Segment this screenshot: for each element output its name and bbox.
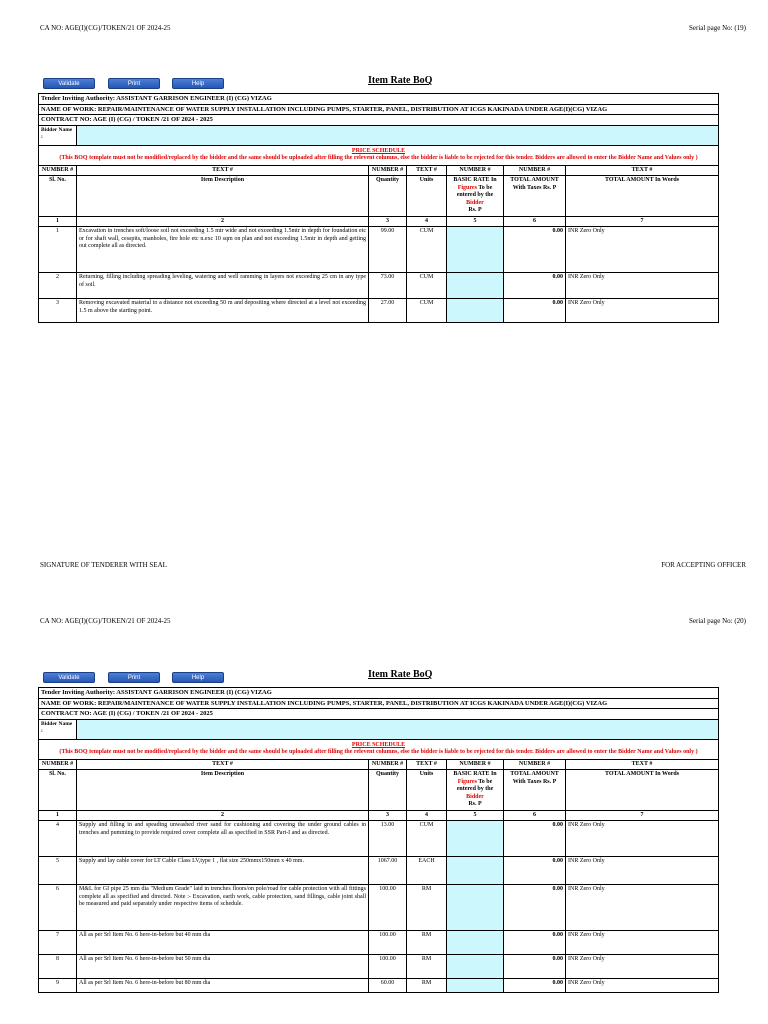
col-head-desc: Item Description xyxy=(77,176,369,217)
col-head-desc: Item Description xyxy=(77,770,369,811)
table-row xyxy=(39,979,719,993)
col-head-words: TOTAL AMOUNT In Words xyxy=(566,176,719,217)
item-number: 1 xyxy=(39,227,77,273)
col-head-words: TOTAL AMOUNT In Words xyxy=(566,770,719,811)
col-number: 2 xyxy=(77,216,369,227)
item-unit: RM xyxy=(407,979,447,993)
item-unit: RM xyxy=(407,931,447,955)
bidder-name-input[interactable] xyxy=(77,125,719,145)
table-row xyxy=(39,955,719,979)
item-number: 2 xyxy=(39,273,77,299)
item-amount-words: INR Zero Only xyxy=(566,227,719,273)
col-number: 1 xyxy=(39,216,77,227)
col-number: 7 xyxy=(566,216,719,227)
ca-number: CA NO: AGE(I)(CG)/TOKEN/21 OF 2024-25 xyxy=(40,617,171,625)
col-number: 3 xyxy=(369,216,407,227)
col-type: NUMBER # xyxy=(504,165,566,176)
col-type: NUMBER # xyxy=(447,165,504,176)
col-number: 6 xyxy=(504,216,566,227)
col-head-total: TOTAL AMOUNT With Taxes Rs. P xyxy=(504,176,566,217)
basic-rate-input[interactable] xyxy=(447,931,504,955)
table-row xyxy=(39,227,719,273)
item-unit: RM xyxy=(407,955,447,979)
tenderer-signature-label: SIGNATURE OF TENDERER WITH SEAL xyxy=(40,561,167,569)
item-unit: CUM xyxy=(407,821,447,857)
item-total: 0.00 xyxy=(504,979,566,993)
item-amount-words: INR Zero Only xyxy=(566,931,719,955)
item-number: 5 xyxy=(39,857,77,885)
item-total: 0.00 xyxy=(504,821,566,857)
item-total: 0.00 xyxy=(504,299,566,323)
basic-rate-input[interactable] xyxy=(447,955,504,979)
col-head-sl: Sl. No. xyxy=(39,770,77,811)
table-row xyxy=(39,885,719,931)
col-head-total: TOTAL AMOUNT With Taxes Rs. P xyxy=(504,770,566,811)
table-row xyxy=(39,299,719,323)
col-type: NUMBER # xyxy=(447,759,504,770)
col-type: TEXT # xyxy=(407,759,447,770)
col-head-qty: Quantity xyxy=(369,176,407,217)
item-quantity: 73.00 xyxy=(369,273,407,299)
item-quantity: 99.00 xyxy=(369,227,407,273)
table-row xyxy=(39,821,719,857)
item-amount-words: INR Zero Only xyxy=(566,299,719,323)
item-unit: RM xyxy=(407,885,447,931)
item-quantity: 60.00 xyxy=(369,979,407,993)
item-description: Returning, filling including spreading leveling, watering and well ramming in layers not exceeding 25 cm in any type of soil. xyxy=(77,273,369,299)
col-number: 2 xyxy=(77,810,369,821)
validate-button[interactable]: Validate xyxy=(43,672,95,683)
boq-title: Item Rate BoQ xyxy=(368,669,433,680)
bidder-name-label: Bidder Name : xyxy=(39,125,77,145)
boq-table xyxy=(38,93,719,323)
col-type: TEXT # xyxy=(566,759,719,770)
item-description: All as per Srl Item No. 6 here-in-before but 80 mm dia xyxy=(77,979,369,993)
table-row xyxy=(39,931,719,955)
basic-rate-input[interactable] xyxy=(447,979,504,993)
basic-rate-input[interactable] xyxy=(447,299,504,323)
basic-rate-input[interactable] xyxy=(447,885,504,931)
bidder-name-input[interactable] xyxy=(77,719,719,739)
help-button[interactable]: Help xyxy=(172,672,224,683)
item-quantity: 100.00 xyxy=(369,931,407,955)
item-quantity: 1067.00 xyxy=(369,857,407,885)
item-number: 4 xyxy=(39,821,77,857)
boq-title: Item Rate BoQ xyxy=(368,75,433,86)
bidder-name-label: Bidder Name : xyxy=(39,719,77,739)
col-head-rate: BASIC RATE In Figures To be entered by the Bidder Rs. P xyxy=(447,176,504,217)
col-type: NUMBER # xyxy=(369,759,407,770)
item-amount-words: INR Zero Only xyxy=(566,979,719,993)
col-type: NUMBER # xyxy=(39,165,77,176)
print-button[interactable]: Print xyxy=(108,78,160,89)
item-description: Removing excavated material to a distance not exceeding 50 m and depositing where directed at a level not exceeding 1.5 m above the starting point. xyxy=(77,299,369,323)
item-description: Excavation in trenches soft/loose soil not exceeding 1.5 mtr wide and not exceeding 1.5mtr in depth for foundation etc or for shaft wall, cesspits, manholes, fire hole etc n.exc 10 sqm on plan and not exceeding 1.5mtr in depth and getting out complete all as directed. xyxy=(77,227,369,273)
item-amount-words: INR Zero Only xyxy=(566,885,719,931)
col-type: TEXT # xyxy=(566,165,719,176)
item-total: 0.00 xyxy=(504,273,566,299)
col-number: 6 xyxy=(504,810,566,821)
col-number: 7 xyxy=(566,810,719,821)
item-total: 0.00 xyxy=(504,227,566,273)
item-total: 0.00 xyxy=(504,857,566,885)
col-head-rate: BASIC RATE In Figures To be entered by the Bidder Rs. P xyxy=(447,770,504,811)
col-type: NUMBER # xyxy=(369,165,407,176)
col-head-units: Units xyxy=(407,176,447,217)
item-description: M&L for GI pipe 25 mm dia "Medium Grade" laid in trenches floors/on pole/road for cable protection with all fittings complete all as specified and directed. Note :- Excavation, earth work, cable protection, sand fillings, cable joint shall be measured and paid separately under respective items of schedule. xyxy=(77,885,369,931)
item-number: 8 xyxy=(39,955,77,979)
col-head-qty: Quantity xyxy=(369,770,407,811)
contract-number: CONTRACT NO: AGE (I) (CG) / TOKEN /21 OF 2024 - 2025 xyxy=(39,709,719,720)
item-number: 6 xyxy=(39,885,77,931)
item-description: All as per Srl Item No. 6 here-in-before but 50 mm dia xyxy=(77,955,369,979)
col-type: TEXT # xyxy=(77,759,369,770)
item-unit: CUM xyxy=(407,299,447,323)
col-type: TEXT # xyxy=(407,165,447,176)
table-row xyxy=(39,273,719,299)
item-description: All as per Srl Item No. 6 here-in-before but 40 mm dia xyxy=(77,931,369,955)
item-quantity: 100.00 xyxy=(369,885,407,931)
boq-table xyxy=(38,687,719,993)
serial-page-number: Serial page No: (19) xyxy=(689,24,746,32)
item-number: 3 xyxy=(39,299,77,323)
serial-page-number: Serial page No: (20) xyxy=(689,617,746,625)
contract-number: CONTRACT NO: AGE (I) (CG) / TOKEN /21 OF 2024 - 2025 xyxy=(39,115,719,126)
col-number: 3 xyxy=(369,810,407,821)
col-number: 5 xyxy=(447,810,504,821)
accepting-officer-label: FOR ACCEPTING OFFICER xyxy=(661,561,746,569)
item-quantity: 27.00 xyxy=(369,299,407,323)
item-description: Supply and filling in and speading unwashed river sand for cushioning and covering the under ground cables in trenches and pumming to provide required cover complete all as specified in SSR Part-I and as directed. xyxy=(77,821,369,857)
item-amount-words: INR Zero Only xyxy=(566,273,719,299)
item-number: 7 xyxy=(39,931,77,955)
item-quantity: 100.00 xyxy=(369,955,407,979)
col-head-units: Units xyxy=(407,770,447,811)
work-name: NAME OF WORK: REPAIR/MAINTENANCE OF WATER SUPPLY INSTALLATION INCLUDING PUMPS, STARTER, PANEL, DISTRIBUTION AT ICGS KAKINADA UNDER AGE(I)(CG) VIZAG xyxy=(39,698,719,709)
item-unit: CUM xyxy=(407,273,447,299)
validate-button[interactable]: Validate xyxy=(43,78,95,89)
table-row xyxy=(39,857,719,885)
item-amount-words: INR Zero Only xyxy=(566,955,719,979)
boq-notice: (This BOQ template must not be modified/replaced by the bidder and the same should be uploaded after filling the relevent columns, else the bidder is liable to be rejected for this tender. Bidders are allowed to enter the Bidder Name and Values only ) xyxy=(59,155,698,161)
col-head-sl: Sl. No. xyxy=(39,176,77,217)
item-quantity: 13.00 xyxy=(369,821,407,857)
col-type: TEXT # xyxy=(77,165,369,176)
col-number: 4 xyxy=(407,216,447,227)
col-number: 5 xyxy=(447,216,504,227)
basic-rate-input[interactable] xyxy=(447,273,504,299)
basic-rate-input[interactable] xyxy=(447,821,504,857)
item-amount-words: INR Zero Only xyxy=(566,821,719,857)
item-total: 0.00 xyxy=(504,931,566,955)
ca-number: CA NO: AGE(I)(CG)/TOKEN/21 OF 2024-25 xyxy=(40,24,171,32)
item-unit: EACH xyxy=(407,857,447,885)
price-schedule-heading: PRICE SCHEDULE xyxy=(351,741,406,748)
tender-authority: Tender Inviting Authority: ASSISTANT GARRISON ENGINEER (I) (CG) VIZAG xyxy=(39,94,719,105)
boq-notice: (This BOQ template must not be modified/replaced by the bidder and the same should be uploaded after filling the relevent columns, else the bidder is liable to be rejected for this tender. Bidders are allowed to enter the Bidder Name and Values only ) xyxy=(59,749,698,755)
basic-rate-input[interactable] xyxy=(447,227,504,273)
work-name: NAME OF WORK: REPAIR/MAINTENANCE OF WATER SUPPLY INSTALLATION INCLUDING PUMPS, STARTER, PANEL, DISTRIBUTION AT ICGS KAKINADA UNDER AGE(I)(CG) VIZAG xyxy=(39,104,719,115)
basic-rate-input[interactable] xyxy=(447,857,504,885)
tender-authority: Tender Inviting Authority: ASSISTANT GARRISON ENGINEER (I) (CG) VIZAG xyxy=(39,688,719,699)
help-button[interactable]: Help xyxy=(172,78,224,89)
item-amount-words: INR Zero Only xyxy=(566,857,719,885)
item-number: 9 xyxy=(39,979,77,993)
col-number: 4 xyxy=(407,810,447,821)
col-type: NUMBER # xyxy=(39,759,77,770)
price-schedule-heading: PRICE SCHEDULE xyxy=(351,147,406,154)
item-total: 0.00 xyxy=(504,885,566,931)
print-button[interactable]: Print xyxy=(108,672,160,683)
col-type: NUMBER # xyxy=(504,759,566,770)
col-number: 1 xyxy=(39,810,77,821)
item-description: Supply and lay cable cover for LT Cable Class LV,type 1 , flat size 250mmx150mm x 40 mm. xyxy=(77,857,369,885)
item-total: 0.00 xyxy=(504,955,566,979)
item-unit: CUM xyxy=(407,227,447,273)
